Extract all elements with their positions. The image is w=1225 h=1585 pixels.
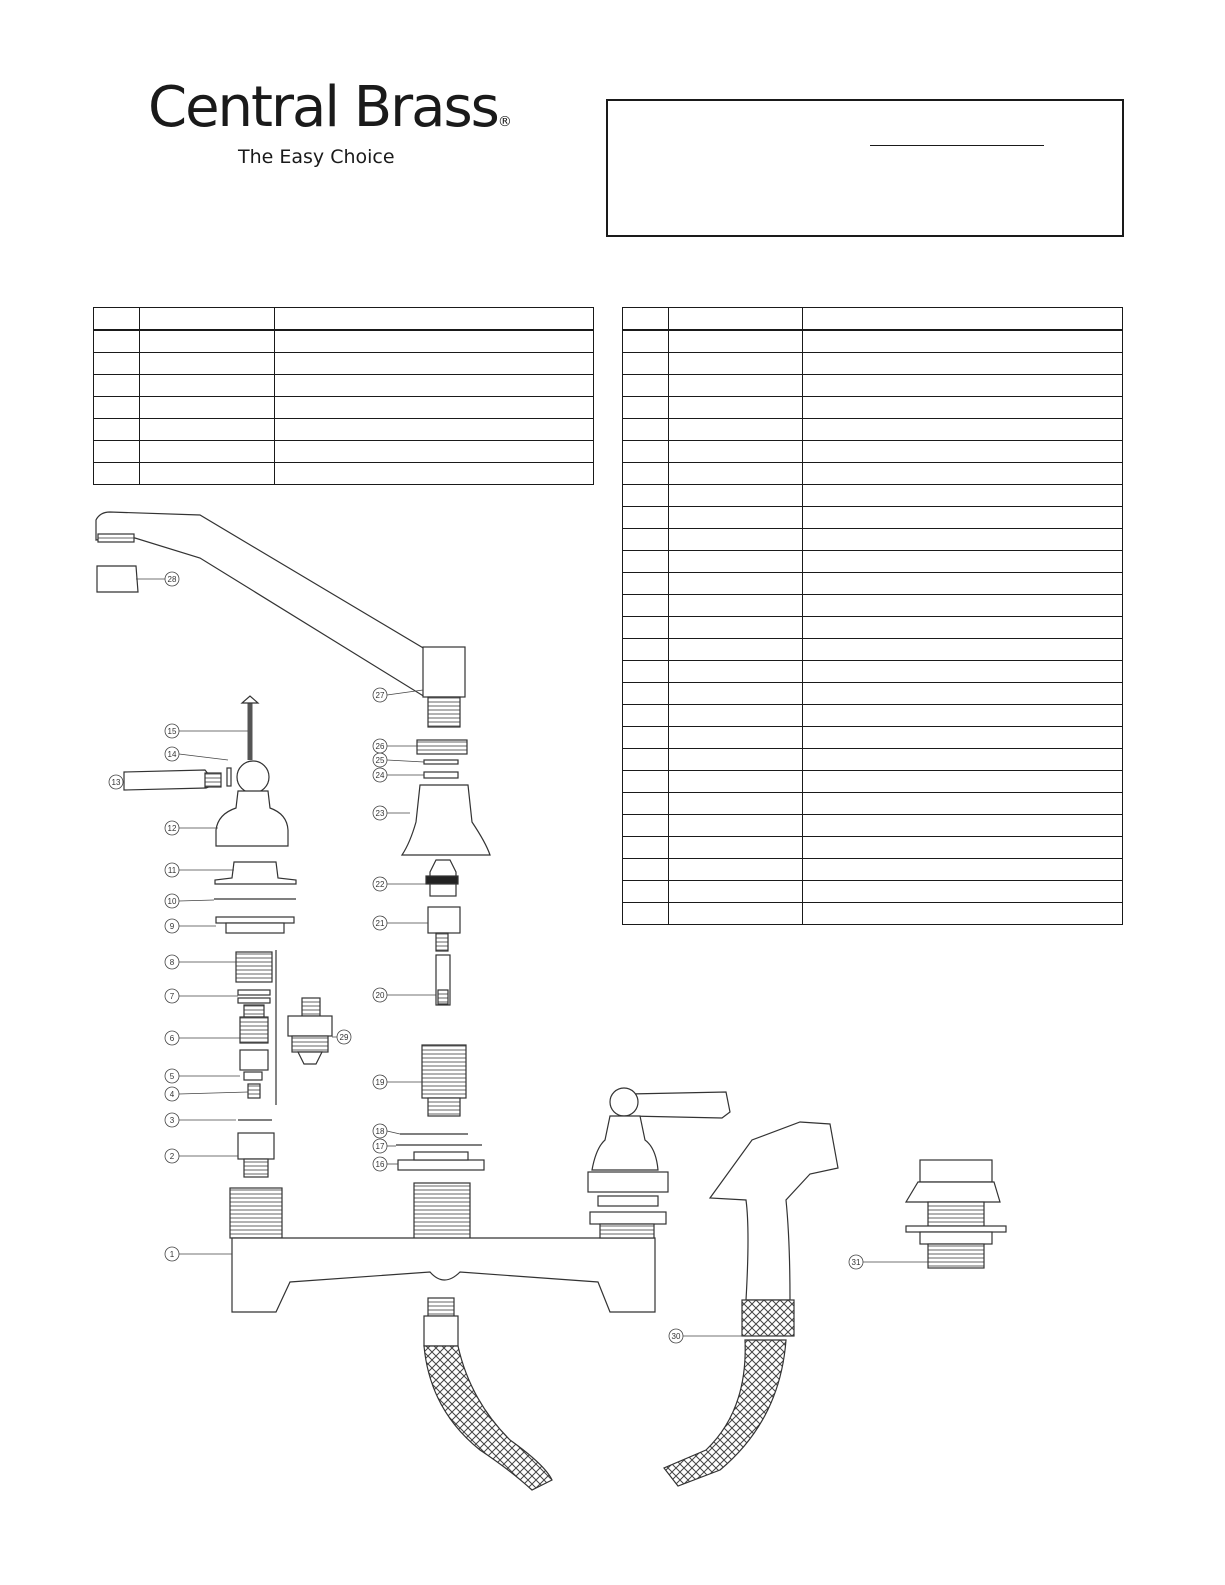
spout: [96, 512, 442, 697]
callout-label: 25: [375, 756, 385, 765]
callout-label: 31: [851, 1258, 861, 1267]
handle-base-left: [216, 791, 288, 846]
callout-label: 14: [167, 750, 177, 759]
callout-label: 23: [375, 809, 385, 818]
lever-handle-right: [628, 1092, 730, 1118]
callout-label: 7: [169, 992, 175, 1001]
callout-label: 27: [375, 691, 385, 700]
callout-label: 6: [169, 1034, 175, 1043]
callout-label: 21: [375, 919, 385, 928]
aerator: [97, 566, 138, 592]
center-nut: [398, 1160, 484, 1170]
spout-escutcheon: [402, 785, 490, 855]
diverter-housing: [422, 1045, 466, 1098]
callout-label: 16: [375, 1160, 385, 1169]
escutcheon-left: [215, 862, 296, 884]
callout-leader: [179, 754, 228, 760]
spout-nut: [417, 740, 467, 754]
callout-label: 9: [169, 922, 175, 931]
callout-label: 5: [169, 1072, 175, 1081]
callout-label: 24: [375, 771, 385, 780]
callout-label: 2: [169, 1152, 175, 1161]
tagline: The Easy Choice: [238, 146, 395, 168]
cartridge-alt: [288, 1016, 332, 1036]
valve-body-left: [236, 952, 272, 982]
callout-label: 18: [375, 1127, 385, 1136]
callout-label: 28: [167, 575, 177, 584]
callout-label: 13: [111, 778, 121, 787]
supply-hose: [424, 1346, 552, 1490]
callout-label: 20: [375, 991, 385, 1000]
callout-label: 12: [167, 824, 177, 833]
spout-base: [423, 647, 465, 697]
callout-label: 11: [167, 866, 177, 875]
spray-holder: [920, 1160, 992, 1182]
diverter-body: [428, 907, 460, 933]
brand-name: Central Brass: [148, 75, 498, 140]
callout-leader: [387, 1131, 400, 1134]
callout-label: 26: [375, 742, 385, 751]
side-spray-head: [710, 1122, 838, 1300]
callout-label: 3: [169, 1116, 175, 1125]
callout-label: 19: [375, 1078, 385, 1087]
lever-handle-left: [124, 770, 216, 790]
callout-label: 29: [339, 1033, 349, 1042]
callout-leader: [179, 1092, 248, 1094]
callout-label: 10: [167, 897, 177, 906]
shank-cap: [238, 1133, 274, 1159]
callout-label: 17: [375, 1142, 385, 1151]
callout-label: 1: [169, 1250, 175, 1259]
spray-hose: [664, 1340, 786, 1486]
cartridge-left: [244, 1005, 264, 1017]
callout-leader: [387, 760, 424, 762]
callout-label: 30: [671, 1332, 681, 1341]
registered-mark: ®: [497, 114, 512, 130]
callout-label: 8: [169, 958, 175, 967]
callout-label: 4: [169, 1090, 175, 1099]
callout-leader: [179, 900, 214, 901]
callout-label: 15: [167, 727, 177, 736]
callout-label: 22: [375, 880, 385, 889]
